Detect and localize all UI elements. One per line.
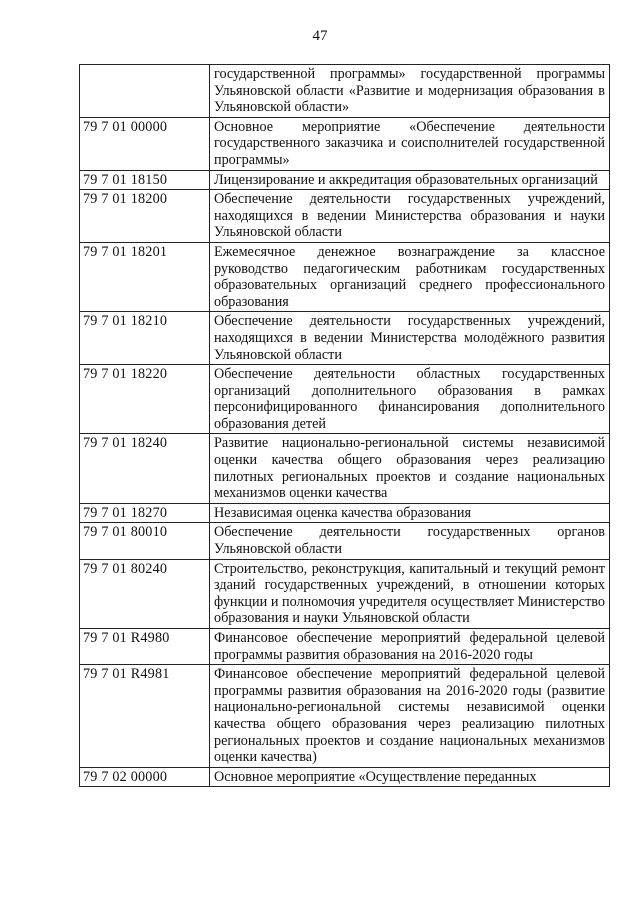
row-code: 79 7 01 18200 <box>80 190 210 243</box>
table-row <box>80 312 610 365</box>
row-code: 79 7 01 00000 <box>80 117 210 170</box>
row-description: Независимая оценка качества образования <box>210 503 610 523</box>
row-description: Лицензирование и аккредитация образовательных организаций <box>210 170 610 190</box>
row-code: 79 7 01 R4980 <box>80 629 210 665</box>
row-description: Ежемесячное денежное вознаграждение за классное руководство педагогическим работникам государственных образовательных организаций среднего профессионального образования <box>210 242 610 311</box>
row-description: Основное мероприятие «Обеспечение деятельности государственного заказчика и соисполнителей государственной программы» <box>210 117 610 170</box>
table-row <box>80 170 610 190</box>
row-code: 79 7 01 18210 <box>80 312 210 365</box>
row-description: Обеспечение деятельности государственных органов Ульяновской области <box>210 523 610 559</box>
table-row <box>80 434 610 503</box>
table-row <box>80 629 610 665</box>
budget-codes-table <box>79 64 610 787</box>
row-description: Обеспечение деятельности государственных учреждений, находящихся в ведении Министерства молодёжного развития Ульяновской области <box>210 312 610 365</box>
row-description: Развитие национально-региональной системы независимой оценки качества общего образования через реализацию пилотных региональных проектов и создание национальных механизмов оценки качества <box>210 434 610 503</box>
row-description: Обеспечение деятельности государственных учреждений, находящихся в ведении Министерства образования и науки Ульяновской области <box>210 190 610 243</box>
table-row <box>80 665 610 768</box>
row-description: Основное мероприятие «Осуществление переданных <box>210 767 610 787</box>
table-row <box>80 559 610 628</box>
table-row <box>80 523 610 559</box>
table-row <box>80 365 610 434</box>
row-code: 79 7 01 80010 <box>80 523 210 559</box>
table-row <box>80 65 610 118</box>
row-code: 79 7 02 00000 <box>80 767 210 787</box>
row-description: Финансовое обеспечение мероприятий федеральной целевой программы развития образования на 2016-2020 годы (развитие национально-региональной системы независимой оценки качества общего образования через реализацию пилотных региональных проектов и создание национальных механизмов оценки качества) <box>210 665 610 768</box>
row-description: Обеспечение деятельности областных государственных организаций дополнительного образования в рамках персонифицированного финансирования дополнительного образования детей <box>210 365 610 434</box>
row-code: 79 7 01 18240 <box>80 434 210 503</box>
table-row <box>80 503 610 523</box>
row-code: 79 7 01 R4981 <box>80 665 210 768</box>
page-number: 47 <box>312 28 328 44</box>
row-code <box>80 65 210 118</box>
row-code: 79 7 01 18270 <box>80 503 210 523</box>
table-row <box>80 117 610 170</box>
row-code: 79 7 01 18150 <box>80 170 210 190</box>
row-description: Строительство, реконструкция, капитальный и текущий ремонт зданий государственных учреждений, в отношении которых функции и полномочия учредителя осуществляет Министерство образования и науки Ульяновской области <box>210 559 610 628</box>
row-code: 79 7 01 18201 <box>80 242 210 311</box>
row-code: 79 7 01 18220 <box>80 365 210 434</box>
row-description: Финансовое обеспечение мероприятий федеральной целевой программы развития образования на 2016-2020 годы <box>210 629 610 665</box>
row-code: 79 7 01 80240 <box>80 559 210 628</box>
table-row <box>80 767 610 787</box>
row-description: государственной программы» государственной программы Ульяновской области «Развитие и модернизация образования в Ульяновской области» <box>210 65 610 118</box>
table-row <box>80 190 610 243</box>
table-row <box>80 242 610 311</box>
